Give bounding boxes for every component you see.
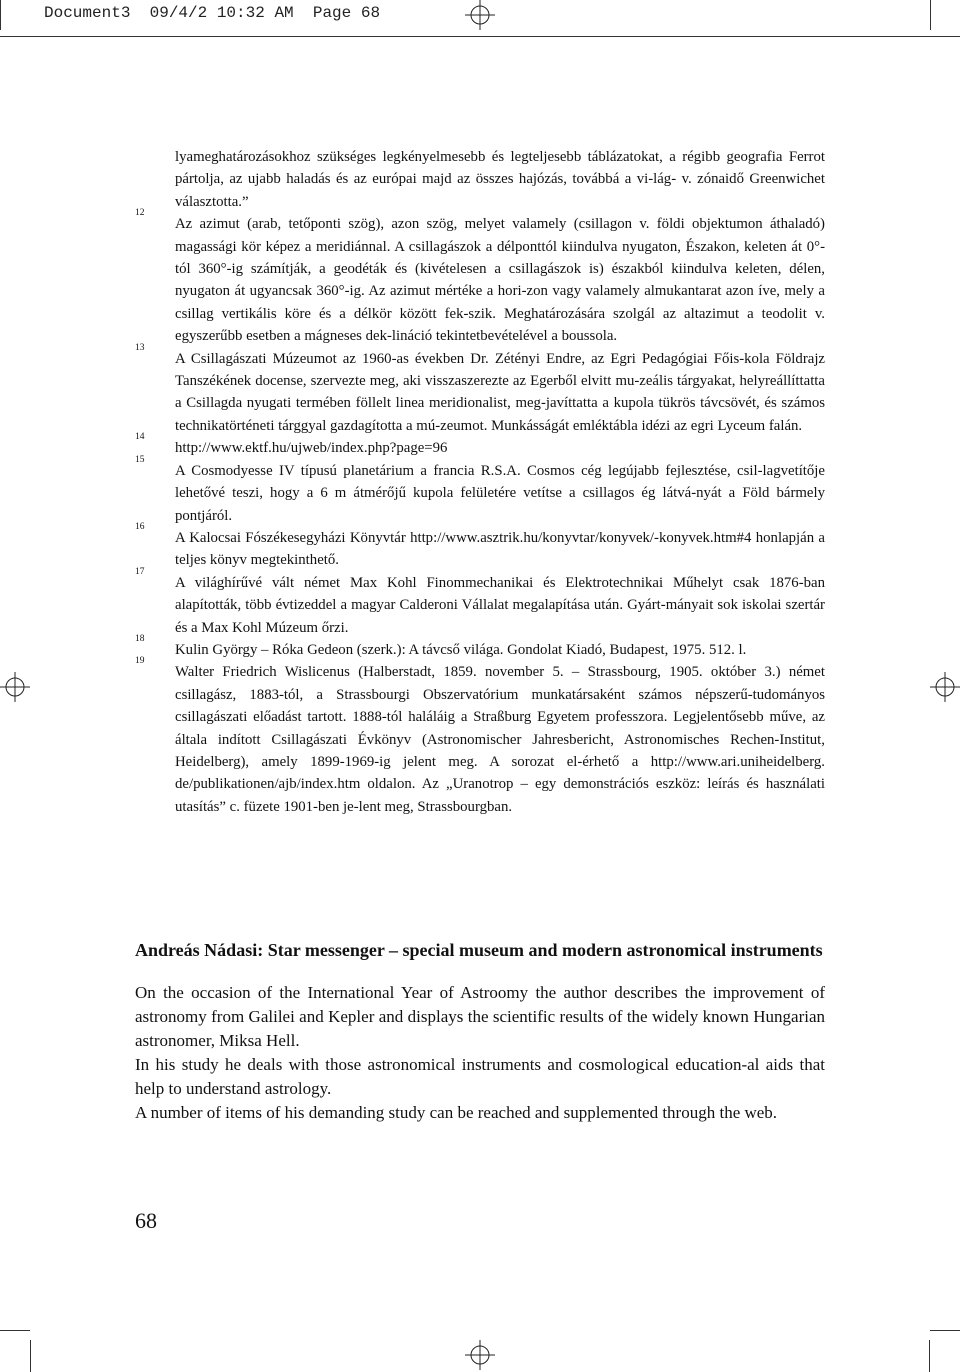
summary-paragraph: A number of items of his demanding study can be reached and supplemented through the web. bbox=[135, 1103, 778, 1122]
footnote-text: A Cosmodyesse IV típusú planetárium a francia R.S.A. Cosmos cég legújabb fejlesztése, csil-lagvetítője lehetővé teszi, hogy a 6 m átmérőjű kupola felületére vetítse a csillagos ég látvá-nyát a Föld bármely pontjáról. bbox=[175, 462, 825, 524]
footnote-number: 16 bbox=[135, 521, 145, 532]
footnote-text: A Kalocsai Fószékesegyházi Könyvtár http://www.asztrik.hu/konyvtar/konyvek/-konyvek.htm#4 honlapján a teljes könyv megtekinthető. bbox=[175, 529, 825, 569]
footnote-text: Kulin György – Róka Gedeon (szerk.): A távcső világa. Gondolat Kiadó, Budapest, 1975. 512. l. bbox=[175, 641, 747, 658]
footnote-13 bbox=[135, 342, 825, 438]
crop-mark-top-left bbox=[0, 0, 2, 30]
crop-mark-top-right bbox=[930, 0, 932, 30]
crop-mark-bottom-right-vert bbox=[929, 1340, 931, 1372]
footnote-text: lyameghatározásokhoz szükséges legkényelmesebb és legteljesebb táblázatokat, a régibb geografia Ferrot pártolja, az ujabb haladás és az európai majd az összes hajózás, továbbá a vi-lág- v. zónaidő Greenwichet választotta.” bbox=[175, 149, 825, 210]
english-summary bbox=[135, 939, 825, 1125]
footnote-14 bbox=[135, 432, 825, 459]
footnote-text: A Csillagászati Múzeumot az 1960-as években Dr. Zétényi Endre, az Egri Pedagógiai Főis-kola Földrajz Tanszékének docense, szervezte meg, aki visszaszerezte az Egerből elvitt mu-zeális tárgyakat, helyreállíttatta a Csillagda nyugati termében föllelt linea meridionalist, meg-javíttatta a kupola tükrös távcsövét, és számos technikatörténeti tárggyal gazdagította a mú-zeumot. Munkásságát emléktábla idézi az egri Lyceum falán. bbox=[175, 350, 825, 434]
footnote-number: 19 bbox=[135, 656, 145, 667]
footnote-text: Az azimut (arab, tetőponti szög), azon szög, melyet valamely (csillagon v. földi objektumon áthaladó) magassági kör képez a meridiánnal. A csillagászok a délponttól kiindulva nyugaton, Északon, keleten át 0°-tól 360°-ig számítják, a geodéták és (kivételesen a csillagászok is) északból kiindulva keleten, délen, nyugaton át ugyancsak 360°-ig. Az azimut mértéke a hori-zon vagy valamely almukantarat azon íve, mely a csillag vertikális köre és a délkör között fek-szik. Meghatározására szolgál az altazimut a teodolit v. egyszerűbb esetben a mágneses dek-lináció tekintetbevételével a boussola. bbox=[175, 216, 825, 345]
summary-paragraph: On the occasion of the International Year of Astroomy the author describes the improvement of astronomy from Galilei and Kepler and displays the scientific results of the widely known Hungarian astronomer, Miksa Hell. bbox=[135, 983, 825, 1050]
footnote-text: Walter Friedrich Wislicenus (Halberstadt, 1859. november 5. – Strassbourg, 1905. október 3.) német csillagász, 1883-tól, a Strassbourgi Obszervatórium munkatársaként számos népszerű-tudományos csillagászati előadást tartott. 1888-tól haláláig a Straßburg Egyetem professzora. Legjelentősebb műve, az általa indított Csillagászati Évkönyv (Astronomischer Jahresbericht, Astronomisches Rechen-Institut, Heidelberg), amely 1899-1969-ig jelent meg. A sorozat el-érhető a http://www.ari.uniheidelberg. de/publikationen/ajb/index.htm oldalon. Az „Uranotrop – egy demonstrációs eszköz: leírás és használati utasítás” c. füzete 1901-ben je-lent meg, Strassbourgban. bbox=[175, 664, 825, 815]
summary-paragraph: In his study he deals with those astronomical instruments and cosmological education-al aids that help to understand astrology. bbox=[135, 1055, 825, 1098]
footnote-number: 12 bbox=[135, 208, 145, 219]
footnote-19 bbox=[135, 656, 825, 818]
footnote-16 bbox=[135, 521, 825, 572]
footnote-17 bbox=[135, 566, 825, 639]
footnote-number: 13 bbox=[135, 342, 145, 353]
crop-mark-bottom-left bbox=[0, 1330, 30, 1332]
page-number: 68 bbox=[135, 1208, 157, 1233]
registration-mark-right-icon bbox=[930, 672, 960, 702]
footnote-number: 17 bbox=[135, 566, 145, 577]
crop-mark-bottom-right bbox=[930, 1330, 960, 1332]
registration-mark-left-icon bbox=[0, 672, 30, 702]
document-header: Document3 09/4/2 10:32 AM Page 68 bbox=[44, 4, 381, 22]
header-rule bbox=[0, 36, 960, 37]
registration-mark-top-icon bbox=[465, 0, 495, 30]
footnote-18 bbox=[135, 633, 825, 661]
registration-mark-bottom-icon bbox=[465, 1340, 495, 1370]
footnote-number: 18 bbox=[135, 633, 145, 644]
footnote-12 bbox=[135, 208, 825, 347]
summary-title: Andreás Nádasi: Star messenger – special museum and modern astronomical instruments bbox=[135, 940, 823, 960]
footnote-continued bbox=[135, 146, 825, 213]
footnote-text: http://www.ektf.hu/ujweb/index.php?page=96 bbox=[175, 440, 448, 457]
crop-mark-bottom-left-vert bbox=[30, 1340, 32, 1372]
footnote-text: A világhírűvé vált német Max Kohl Finommechanikai és Elektrotechnikai Műhelyt csak 1876-ban alapították, több évtizeddel a magyar Calderoni Vállalat megalapítása után. Gyárt-mányait sok iskolai szertár és a Max Kohl Múzeum őrzi. bbox=[175, 574, 825, 636]
footnote-15 bbox=[135, 454, 825, 527]
footnotes bbox=[135, 146, 825, 818]
footnote-number: 15 bbox=[135, 454, 145, 465]
footnote-number: 14 bbox=[135, 432, 145, 443]
